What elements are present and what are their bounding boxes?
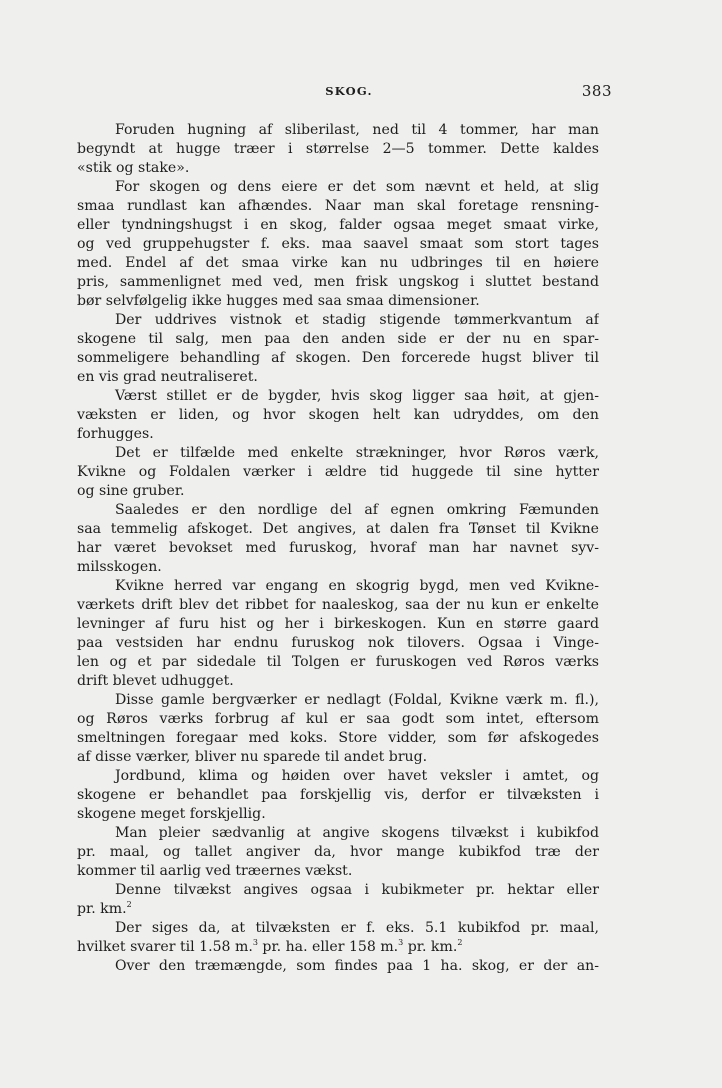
chapter-title: SKOG. xyxy=(325,84,373,98)
text-line: og sine gruber. xyxy=(77,483,185,499)
text-line: Foruden hugning af sliberilast, ned til 4 tommer, har man xyxy=(115,122,599,138)
text-line: skogene til salg, men paa den anden side er der nu en spar- xyxy=(77,331,599,347)
text-line: pr. km.$^2$ xyxy=(77,900,132,917)
text-line: «stik og stake». xyxy=(77,160,190,176)
text-line: Der siges da, at tilvæksten er f. eks. 5.1 kubikfod pr. maal, xyxy=(115,920,599,936)
text-line: Man pleier sædvanlig at angive skogens tilvækst i kubikfod xyxy=(115,825,599,841)
text-line: eller tyndningshugst i en skog, falder ogsaa meget smaat virke, xyxy=(77,217,599,233)
text-line: len og et par sidedale til Tolgen er furuskogen ved Røros værks xyxy=(77,654,599,670)
text-line: og ved gruppehugster f. eks. maa saavel smaat som stort tages xyxy=(77,236,599,252)
text-line: en vis grad neutraliseret. xyxy=(77,369,258,385)
text-line: smeltningen foregaar med koks. Store vidder, som før afskogedes xyxy=(77,730,599,746)
text-line: bør selvfølgelig ikke hugges med saa smaa dimensioner. xyxy=(77,293,480,309)
text-line: væksten er liden, og hvor skogen helt kan udryddes, om den xyxy=(77,407,599,423)
text-line: Jordbund, klima og høiden over havet veksler i amtet, og xyxy=(115,768,599,784)
text-line: pris, sammenlignet med ved, men frisk ungskog i sluttet bestand xyxy=(77,274,599,290)
text-line: Værst stillet er de bygder, hvis skog ligger saa høit, at gjen- xyxy=(115,388,599,404)
text-line: For skogen og dens eiere er det som nævnt et held, at slig xyxy=(115,179,599,195)
text-line: saa temmelig afskoget. Det angives, at dalen fra Tønset til Kvikne xyxy=(77,521,599,537)
text-line: begyndt at hugge træer i størrelse 2—5 tommer. Dette kaldes xyxy=(77,141,599,157)
text-line: levninger af furu hist og her i birkeskogen. Kun en større gaard xyxy=(77,616,599,632)
text-line: værkets drift blev det ribbet for naaleskog, saa der nu kun er enkelte xyxy=(77,597,599,613)
text-line: sommeligere behandling af skogen. Den forcerede hugst bliver til xyxy=(77,350,599,366)
body-text xyxy=(77,121,599,976)
text-line: Kvikne herred var engang en skogrig bygd, men ved Kvikne- xyxy=(115,578,599,594)
text-line: Disse gamle bergværker er nedlagt (Foldal, Kvikne værk m. fl.), xyxy=(115,692,599,708)
text-line: skogene er behandlet paa forskjellig vis, derfor er tilvæksten i xyxy=(77,787,599,803)
text-line: pr. maal, og tallet angiver da, hvor mange kubikfod træ der xyxy=(77,844,599,860)
text-line: forhugges. xyxy=(77,426,154,442)
running-head xyxy=(77,84,613,104)
text-line: kommer til aarlig ved træernes vækst. xyxy=(77,863,353,879)
page-number: 383 xyxy=(581,82,612,100)
text-line: hvilket svarer til 1.58 m.$^3$ pr. ha. eller 158 m.$^3$ pr. km.$^2$ xyxy=(77,938,463,955)
text-line: Denne tilvækst angives ogsaa i kubikmeter pr. hektar eller xyxy=(115,882,599,898)
text-line: med. Endel af det smaa virke kan nu udbringes til en høiere xyxy=(77,255,599,271)
text-line: Der uddrives vistnok et stadig stigende tømmerkvantum af xyxy=(115,312,599,328)
text-line: Kvikne og Foldalen værker i ældre tid huggede til sine hytter xyxy=(77,464,599,480)
text-line: drift blevet udhugget. xyxy=(77,673,234,689)
text-line: Det er tilfælde med enkelte strækninger, hvor Røros værk, xyxy=(115,445,599,461)
text-line: har været bevokset med furuskog, hvoraf man har navnet syv- xyxy=(77,540,599,556)
text-line: milsskogen. xyxy=(77,559,162,575)
text-line: Over den træmængde, som findes paa 1 ha. skog, er der an- xyxy=(115,958,599,974)
text-line: af disse værker, bliver nu sparede til andet brug. xyxy=(77,749,428,765)
text-line: paa vestsiden har endnu furuskog nok tilovers. Ogsaa i Vinge- xyxy=(77,635,599,651)
text-line: og Røros værks forbrug af kul er saa godt som intet, eftersom xyxy=(77,711,599,727)
text-line: Saaledes er den nordlige del af egnen omkring Fæmunden xyxy=(115,502,599,518)
text-line: smaa rundlast kan afhændes. Naar man skal foretage rensning- xyxy=(77,198,599,214)
text-line: skogene meget forskjellig. xyxy=(77,806,266,822)
